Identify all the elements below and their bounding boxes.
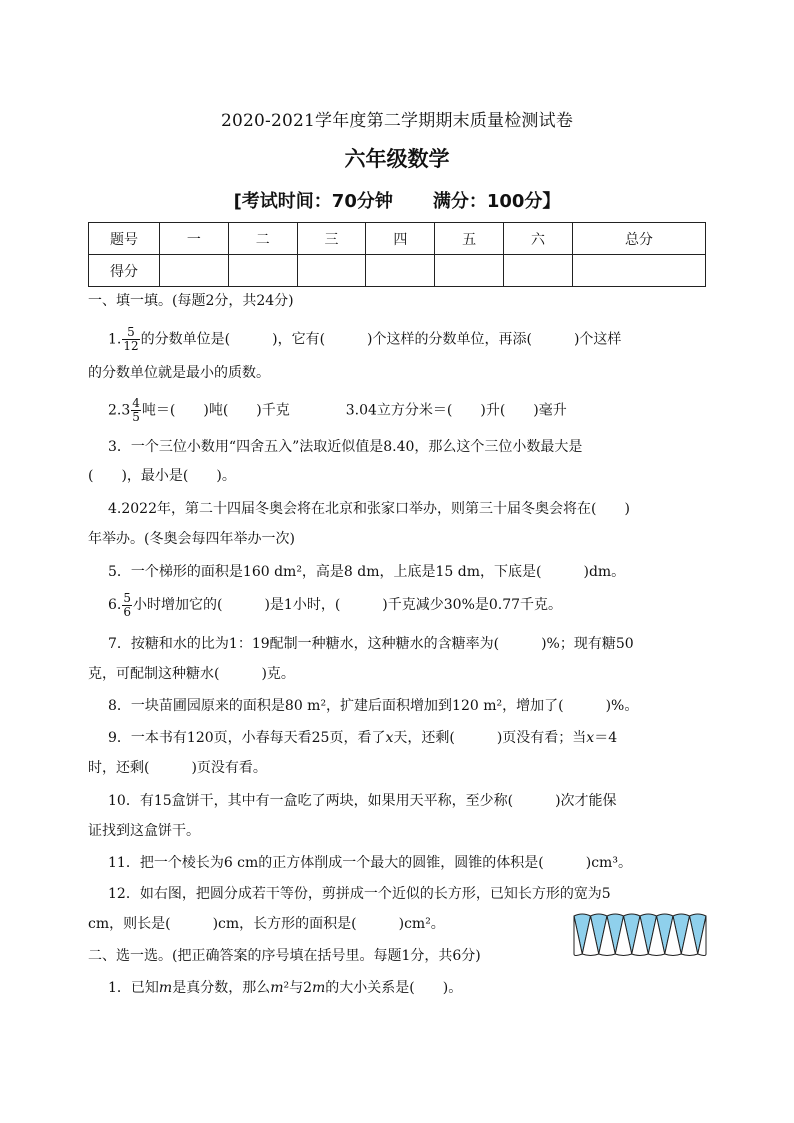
exam-subject: 六年级数学: [344, 147, 450, 171]
question-4-cont: 年举办。(冬奥会每四年举办一次): [88, 531, 295, 547]
exam-time: [考试时间：70分钟: [233, 191, 393, 212]
circle-rearranged-rectangle-figure: [572, 912, 708, 956]
question-5: 5．一个梯形的面积是160 dm²，高是8 dm，上底是15 dm，下底是( )dm。: [108, 564, 626, 580]
question-1-cont: 的分数单位就是最小的质数。: [88, 365, 270, 381]
question-8: 8．一块苗圃园原来的面积是80 m²，扩建后面积增加到120 m²，增加了( )%。: [108, 698, 639, 714]
score-cell[interactable]: [228, 255, 297, 287]
score-cell[interactable]: [160, 255, 229, 287]
score-cell[interactable]: [366, 255, 435, 287]
question-11: 11．把一个棱长为6 cm的正方体削成一个最大的圆锥，圆锥的体积是( )cm³。: [108, 855, 632, 871]
score-table-header: 四: [366, 223, 435, 255]
section2-question-1: 1．已知m是真分数，那么m²与2m的大小关系是( )。: [108, 980, 463, 996]
score-table-header: 五: [435, 223, 504, 255]
question-3: 3．一个三位小数用“四舍五入”法取近似值是8.40，那么这个三位小数最大是: [108, 439, 583, 455]
question-10: 10．有15盒饼干，其中有一盒吃了两块，如果用天平称，至少称( )次才能保: [108, 793, 617, 809]
question-4: 4.2022年，第二十四届冬奥会将在北京和张家口举办，则第三十届冬奥会将在( ): [108, 501, 630, 517]
score-table-score-row: [89, 255, 706, 287]
score-table-header: 总分: [572, 223, 705, 255]
question-9-cont: 时，还剩( )页没有看。: [88, 760, 267, 776]
exam-full-score: 满分：100分】: [432, 191, 561, 212]
fraction: $\frac{4}{5}$: [132, 396, 140, 424]
score-table-header: 六: [504, 223, 573, 255]
question-3-cont: ( )，最小是( )。: [88, 468, 236, 484]
score-table-header: 一: [160, 223, 229, 255]
score-table-header: 二: [228, 223, 297, 255]
fraction: $\frac{5}{12}$: [123, 325, 139, 353]
question-9: 9．一本书有120页，小春每天看25页，看了x天，还剩( )页没有看；当x＝4: [108, 730, 618, 746]
exam-title: 2020-2021学年度第二学期期末质量检测试卷: [220, 111, 574, 131]
question-6: 6. $\frac{5}{6}$ 小时增加它的( )是1小时，( )千克减少30%是0.77千克。: [108, 590, 563, 619]
exam-info: [0, 187, 794, 213]
section1-heading: 一、填一填。(每题2分，共24分): [88, 293, 294, 309]
question-7: 7．按糖和水的比为1：19配制一种糖水，这种糖水的含糖率为( )%；现有糖50: [108, 636, 634, 652]
score-table-header-row: [89, 223, 706, 255]
fraction: $\frac{5}{6}$: [123, 590, 131, 619]
question-1: 1. $\frac{5}{12}$ 的分数单位是( )，它有( )个这样的分数单位，再添( )个这样: [108, 325, 622, 353]
score-table-header: 三: [297, 223, 366, 255]
question-12: 12．如右图，把圆分成若干等份，剪拼成一个近似的长方形，已知长方形的宽为5: [108, 886, 611, 902]
score-table-header: 题号: [89, 223, 160, 255]
score-row-label: 得分: [89, 255, 160, 287]
question-2: 2.3 $\frac{4}{5}$ 吨＝( )吨( )千克 3.04立方分米＝( )升( )毫升: [108, 396, 567, 424]
question-7-cont: 克，可配制这种糖水( )克。: [88, 666, 295, 682]
score-cell[interactable]: [504, 255, 573, 287]
score-cell[interactable]: [297, 255, 366, 287]
question-12-cont: cm，则长是( )cm，长方形的面积是( )cm²。: [88, 916, 445, 932]
score-cell[interactable]: [435, 255, 504, 287]
section2-heading: 二、选一选。(把正确答案的序号填在括号里。每题1分，共6分): [88, 948, 481, 964]
score-cell[interactable]: [572, 255, 705, 287]
question-10-cont: 证找到这盒饼干。: [88, 823, 200, 839]
score-table: [88, 222, 706, 287]
